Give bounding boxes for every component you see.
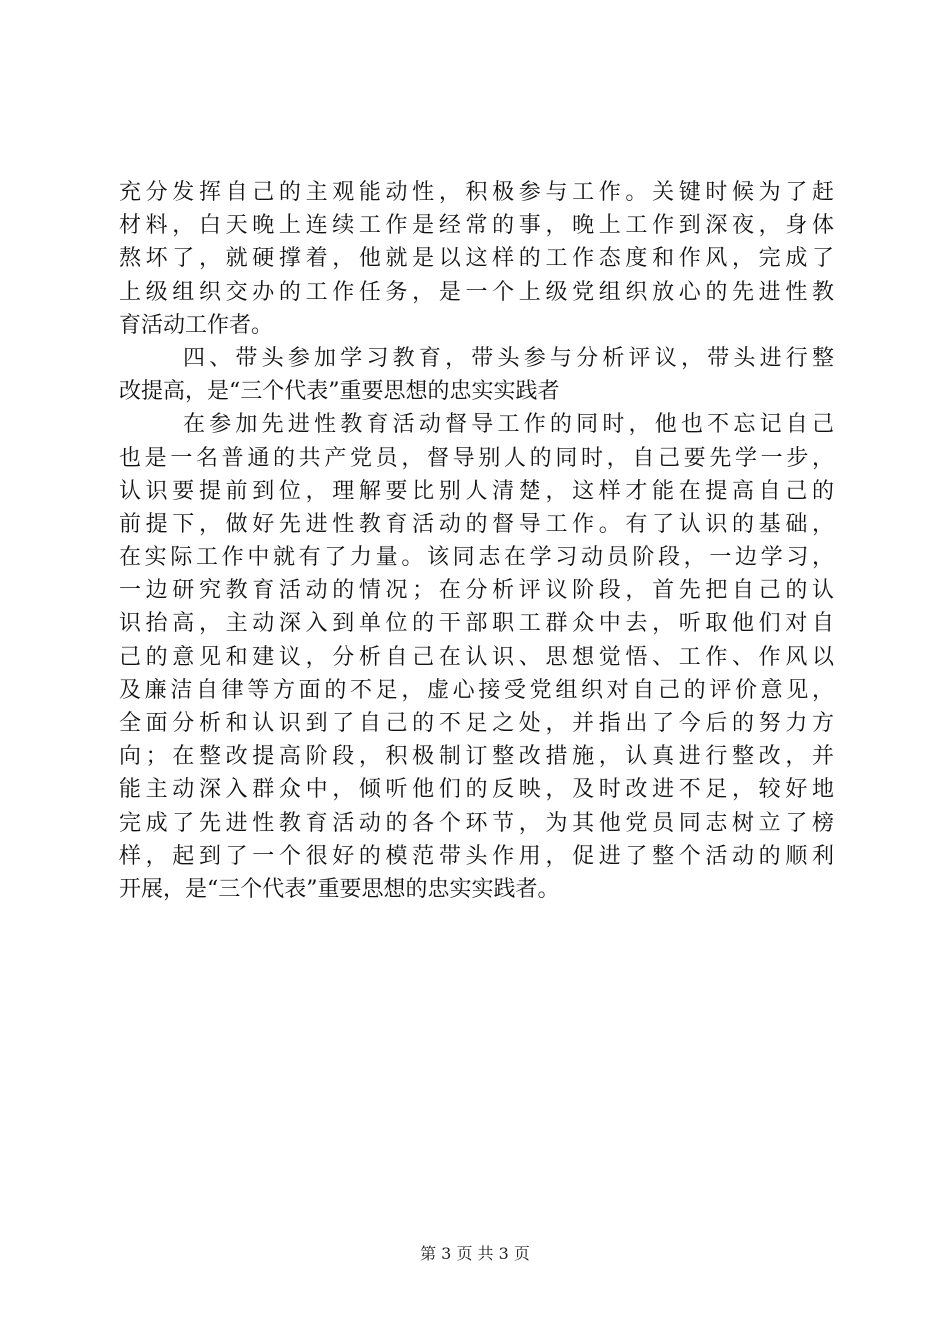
text-line: 一边研究教育活动的情况；在分析评议阶段，首先把自己的认 [119, 578, 834, 604]
text-line: 开展，是“三个代表”重要思想的忠实实践者。 [119, 876, 560, 902]
text-line: 己的意见和建议，分析自己在认识、思想觉悟、工作、作风以 [119, 644, 834, 670]
page-number-footer: 第 3 页 共 3 页 [420, 1244, 530, 1263]
text-line: 完成了先进性教育活动的各个环节，为其他党员同志树立了榜 [119, 810, 834, 836]
text-line: 前提下，做好先进性教育活动的督导工作。有了认识的基础， [119, 511, 834, 537]
text-line: 在实际工作中就有了力量。该同志在学习动员阶段，一边学习， [119, 545, 834, 571]
text-line: 样，起到了一个很好的模范带头作用，促进了整个活动的顺利 [119, 843, 834, 869]
text-line: 熬坏了，就硬撑着，他就是以这样的工作态度和作风，完成了 [119, 246, 834, 272]
text-line: 能主动深入群众中，倾听他们的反映，及时改进不足，较好地 [119, 777, 834, 803]
text-line: 向；在整改提高阶段，积极制订整改措施，认真进行整改，并 [119, 744, 834, 770]
body-text [119, 176, 834, 906]
text-line: 育活动工作者。 [119, 312, 274, 338]
text-line: 及廉洁自律等方面的不足，虚心接受党组织对自己的评价意见， [119, 677, 834, 703]
text-line: 材料，白天晚上连续工作是经常的事，晚上工作到深夜，身体 [119, 213, 834, 239]
text-line: 全面分析和认识到了自己的不足之处，并指出了今后的努力方 [119, 711, 834, 736]
text-line: 识抬高，主动深入到单位的干部职工群众中去，听取他们对自 [119, 611, 834, 637]
text-line: 也是一名普通的共产党员，督导别人的同时，自己要先学一步， [119, 445, 834, 471]
section-heading-line: 四、带头参加学习教育，带头参与分析评议，带头进行整 [183, 345, 834, 371]
text-line: 认识要提前到位，理解要比别人清楚，这样才能在提高自己的 [119, 478, 834, 504]
section-heading-line: 改提高，是“三个代表”重要思想的忠实实践者 [119, 379, 560, 405]
text-line: 在参加先进性教育活动督导工作的同时，他也不忘记自己 [183, 412, 834, 438]
text-line: 充分发挥自己的主观能动性，积极参与工作。关键时候为了赶 [119, 180, 834, 205]
text-line: 上级组织交办的工作任务，是一个上级党组织放心的先进性教 [119, 279, 834, 305]
